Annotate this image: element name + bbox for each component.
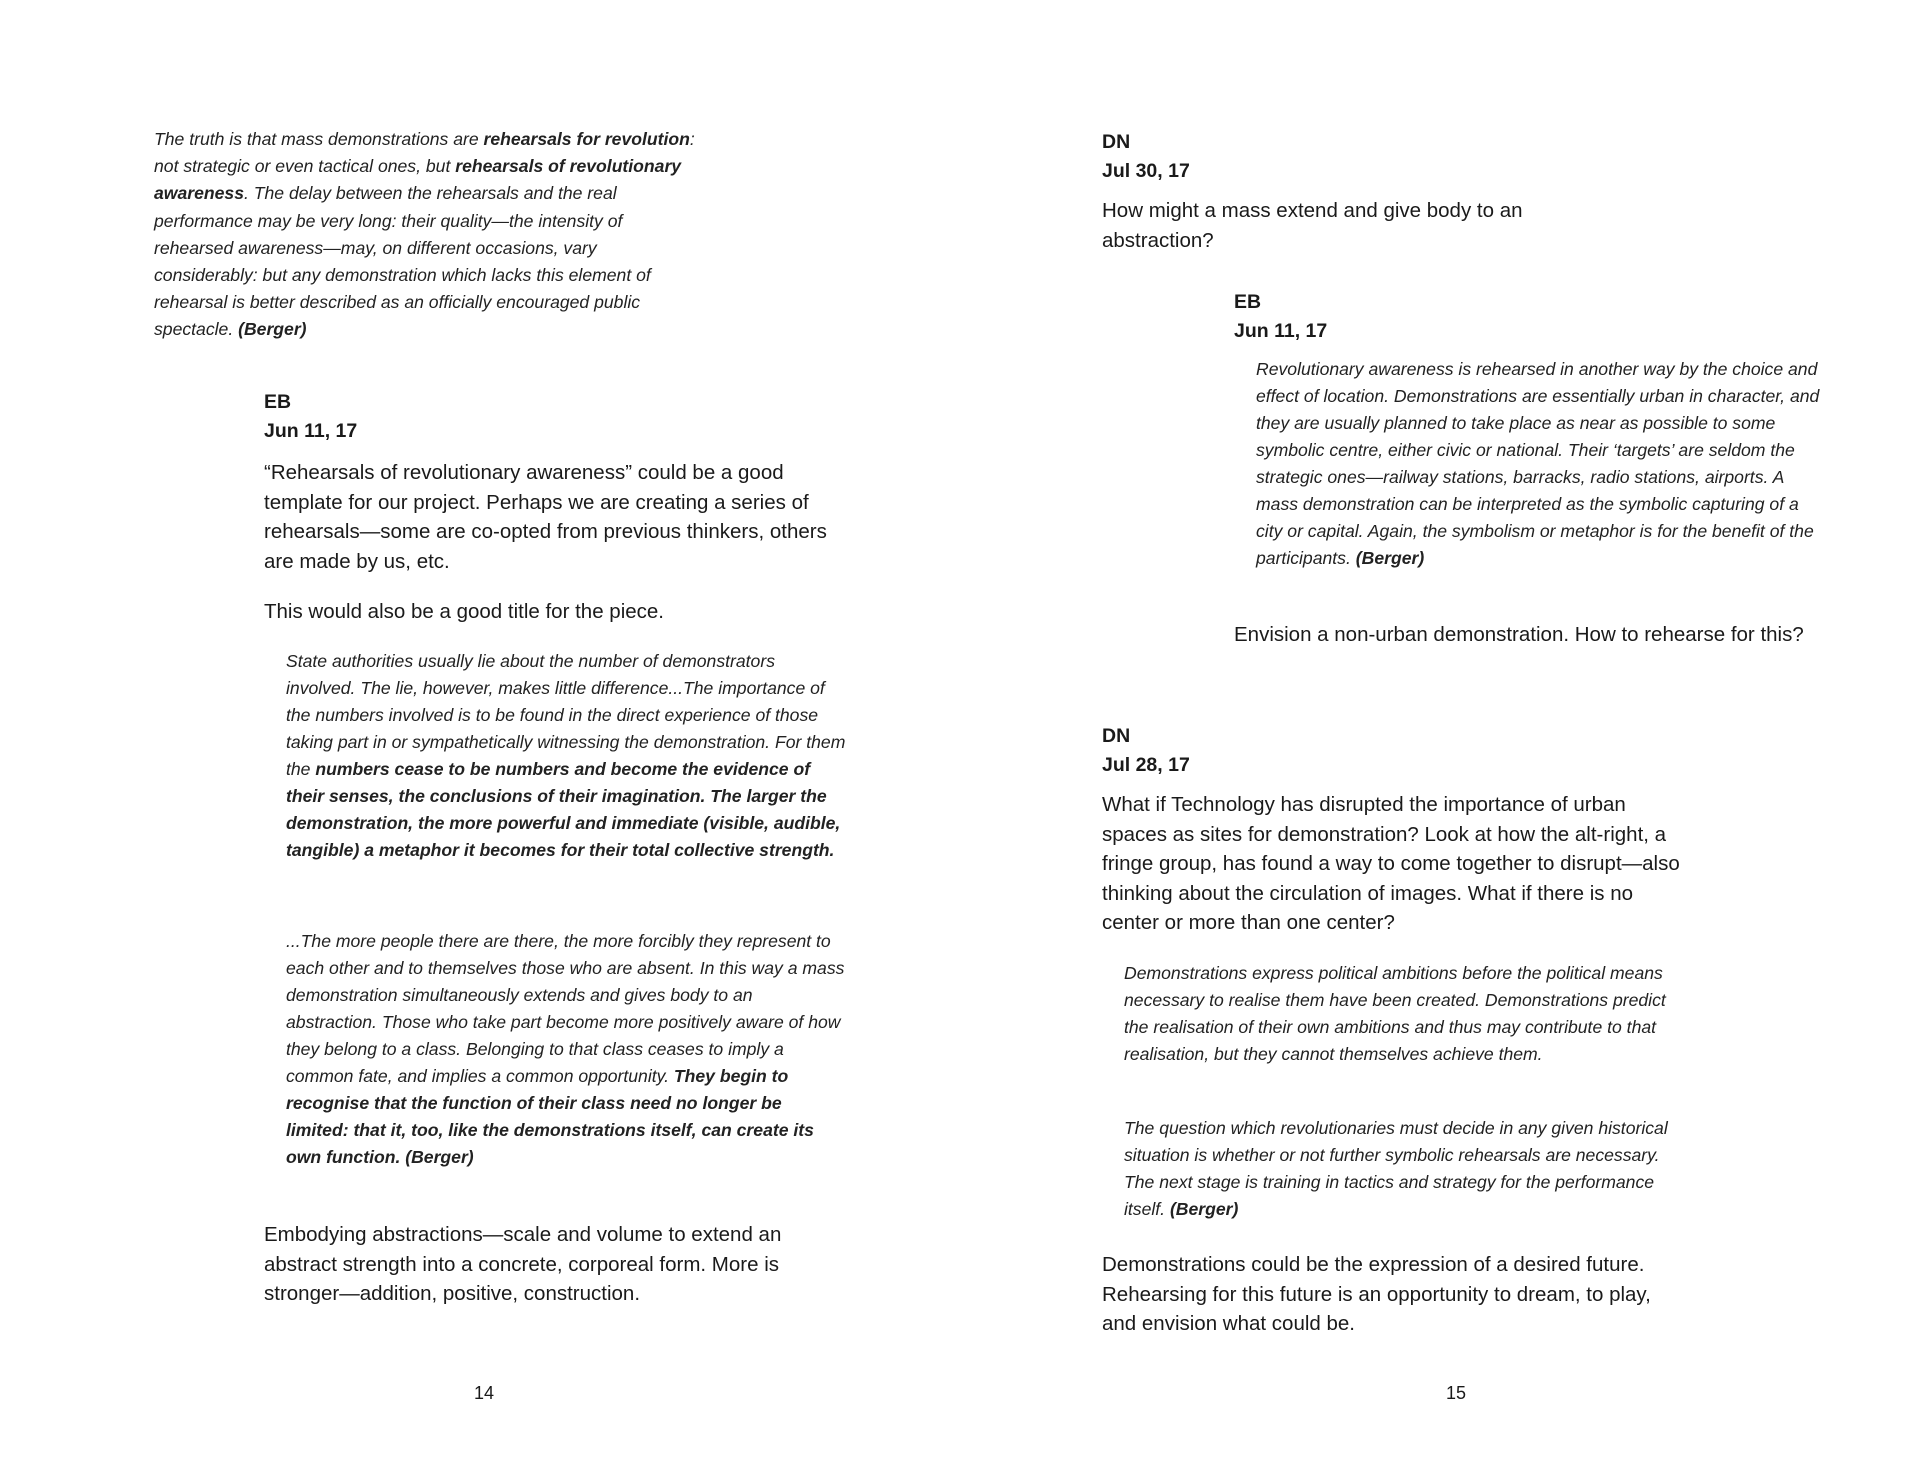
entry-date: Jul 30, 17 <box>1102 160 1190 182</box>
quote-emphasis: (Berger) <box>238 319 307 340</box>
entry-author: EB <box>264 391 292 413</box>
quote-emphasis: (Berger) <box>1169 1199 1239 1219</box>
entry-paragraph: How might a mass extend and give body to an abstraction? <box>1102 199 1523 252</box>
berger-quote <box>1256 356 1826 572</box>
quote-text: : not strategic or even tactical ones, but <box>154 129 695 177</box>
opening-quote <box>154 126 699 344</box>
berger-quote <box>286 928 846 1171</box>
quote-text: The question which revolutionaries must decide in any given historical situation is whether or not further symbolic rehearsals are necessary. The next stage is training in tactics and strategy for the performance itself. <box>1124 1118 1668 1219</box>
quote-emphasis: rehearsals of revolutionary awareness <box>154 156 682 204</box>
entry-author: EB <box>1234 291 1262 313</box>
entry-paragraph: Envision a non-urban demonstration. How to rehearse for this? <box>1234 623 1804 646</box>
berger-quote <box>1124 1115 1689 1223</box>
quote-emphasis: rehearsals for revolution <box>483 129 690 149</box>
quote-text: Revolutionary awareness is rehearsed in another way by the choice and effect of location. Demonstrations are essentially urban in character, and they are usually planned to take place as near as possible to some symbolic centre, either civic or national. Their ‘targets’ are seldom the strategic ones—railway stations, barracks, radio stations, airports. A mass demonstration can be interpreted as the symbolic capturing of a city or capital. Again, the symbolism or metaphor is for the benefit of the participants. <box>1256 359 1820 568</box>
berger-quote: Demonstrations express political ambitions before the political means necessary to realise them have been created. Demonstrations predict the realisation of their own ambitions and thus may contribute to that realisation, but they cannot themselves achieve them. <box>1124 963 1666 1064</box>
entry-date: Jul 28, 17 <box>1102 754 1190 776</box>
quote-emphasis: numbers cease to be numbers and become the evidence of their senses, the conclusions of their imagination. The larger the demonstration, the more powerful and immediate (visible, audible, tangible) a metaphor it becomes for their total collective strength. <box>286 759 841 860</box>
quote-emphasis: They begin to recognise that the function of their class need no longer be limited: that it, too, like the demonstrations itself, can create its own function. (Berger) <box>286 1066 814 1167</box>
entry-paragraph: This would also be a good title for the piece. <box>264 600 664 623</box>
berger-quote <box>286 648 846 864</box>
right-page <box>960 0 1920 1484</box>
entry-author: DN <box>1102 725 1131 747</box>
quote-text: The truth is that mass demonstrations are <box>154 129 484 149</box>
entry-date: Jun 11, 17 <box>1234 320 1328 342</box>
page-number: 14 <box>473 1383 495 1403</box>
entry-paragraph: What if Technology has disrupted the importance of urban spaces as sites for demonstration? Look at how the alt-right, a fringe group, has found a way to come together to disrupt—also thinking about the circulation of images. What if there is no center or more than one center? <box>1102 793 1680 934</box>
page-number: 15 <box>1445 1383 1467 1403</box>
entry-paragraph: Demonstrations could be the expression of a desired future. Rehearsing for this future is an opportunity to dream, to play, and envision what could be. <box>1102 1253 1651 1335</box>
entry-paragraph: Embodying abstractions—scale and volume to extend an abstract strength into a concrete, corporeal form. More is stronger—addition, positive, construction. <box>264 1223 782 1305</box>
quote-text: . The delay between the rehearsals and the real performance may be very long: their quality—the intensity of rehearsed awareness—may, on different occasions, vary considerably: but any demonstration which lacks this element of rehearsal is better described as an officially encouraged public spectacle. <box>154 183 651 340</box>
entry-date: Jun 11, 17 <box>264 420 358 442</box>
entry-paragraph: “Rehearsals of revolutionary awareness” could be a good template for our project. Perhaps we are creating a series of rehearsals—some are co-opted from previous thinkers, others are made by us, etc. <box>264 461 827 573</box>
quote-text: State authorities usually lie about the number of demonstrators involved. The lie, however, makes little difference...The importance of the numbers involved is to be found in the direct experience of those taking part in or sympathetically witnessing the demonstration. For them the <box>286 651 846 779</box>
quote-text: ...The more people there are there, the more forcibly they represent to each other and to themselves those who are absent. In this way a mass demonstration simultaneously extends and gives body to an abstraction. Those who take part become more positively aware of how they belong to a class. Belonging to that class ceases to imply a common fate, and implies a common opportunity. <box>286 931 845 1086</box>
quote-emphasis: (Berger) <box>1355 548 1425 568</box>
entry-author: DN <box>1102 131 1131 153</box>
